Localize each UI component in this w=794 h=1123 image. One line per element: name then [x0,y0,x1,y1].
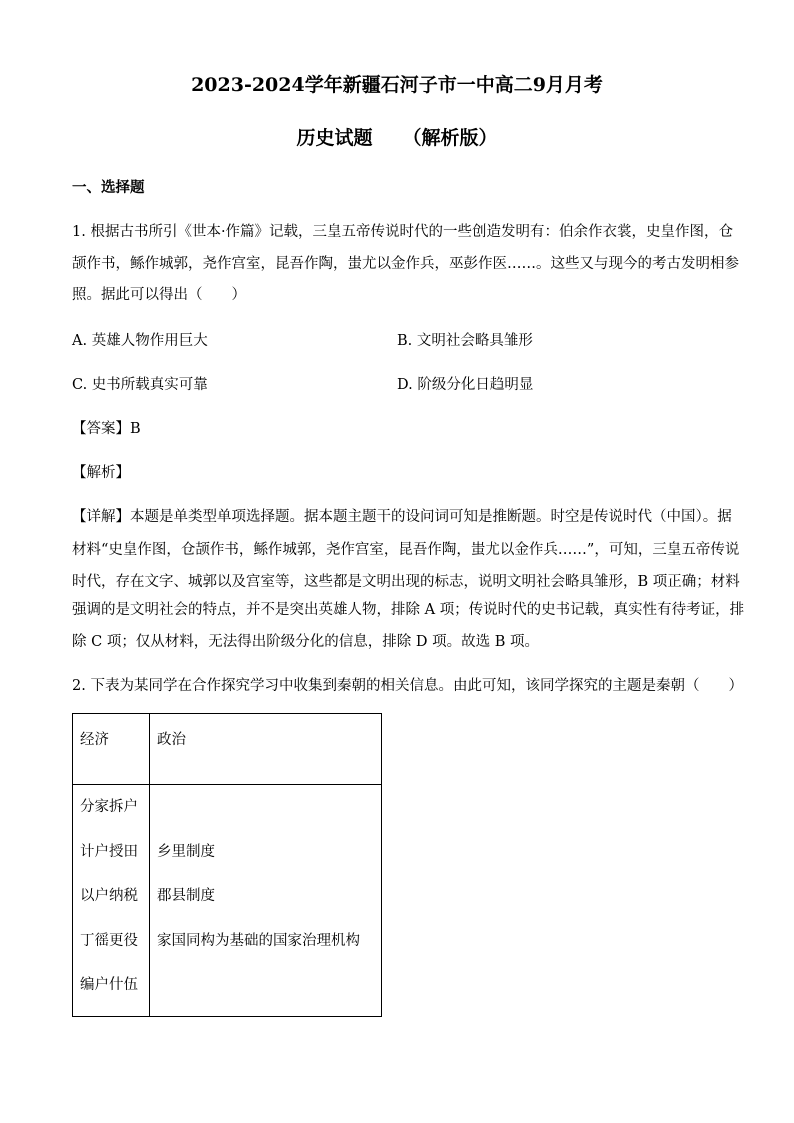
answer-label: 【答案】 [72,421,130,437]
economy-item: 以户纳税 [80,888,138,904]
q1-option-a: A. 英雄人物作用巨大 [72,333,208,349]
q1-option-c: C. 史书所载真实可靠 [72,377,208,393]
politics-item [157,785,381,830]
q1-detail-line-5: 除 C 项；仅从材料，无法得出阶级分化的信息，排除 D 项。故选 B 项。 [72,634,540,650]
economy-item: 计户授田 [80,843,138,860]
politics-item: 家国同构为基础的国家治理机构 [157,932,360,949]
q2-table [72,713,382,1017]
q1-answer [72,417,141,438]
table-row [73,785,382,1017]
subtitle-main: 历史试题 [296,127,373,149]
table-header-row [73,714,382,785]
answer-value: B [130,421,141,437]
economy-item: 丁徭更役 [80,932,138,949]
subtitle-note: （解析版） [402,127,498,149]
economy-item: 编户什伍 [80,977,138,993]
q1-option-b: B. 文明社会略具雏形 [397,333,533,349]
politics-item [157,963,381,1008]
politics-item: 乡里制度 [157,843,215,860]
section-heading: 一、选择题 [72,179,145,196]
table-header-politics: 政治 [150,714,382,785]
q1-detail-line-3: 时代，存在文字、城郭以及宫室等，这些都是文明出现的标志，说明文明社会略具雏形，B 项正确；材料 [72,574,740,590]
q1-detail-line-2: 材料“史皇作图，仓颉作书，鲧作城郭，尧作宫室，昆吾作陶，蚩尤以金作兵……”，可知，三皇五帝传说 [72,542,740,558]
politics-item: 郡县制度 [157,888,215,904]
q1-detail-line-1: 【详解】本题是单类型单项选择题。据本题主题干的设问词可知是推断题。时空是传说时代（中国）。据 [72,509,732,525]
economy-item: 分家拆户 [80,799,138,815]
table-cell-economy [73,785,150,1017]
table-header-economy: 经济 [73,714,150,785]
document-title: 2023-2024学年新疆石河子市一中高二9月月考 [191,74,603,96]
table-cell-politics [150,785,382,1017]
document-subtitle [0,123,794,150]
q1-analysis-label: 【解析】 [72,465,130,481]
q1-stem-line-2: 颉作书，鲧作城郭，尧作宫室，昆吾作陶，蚩尤以金作兵，巫彭作医……。这些又与现今的考古发明相参 [72,256,739,272]
q1-option-d: D. 阶级分化日趋明显 [397,377,534,393]
q1-stem-line-3: 照。据此可以得出（ ） [72,287,246,303]
q2-stem: 2. 下表为某同学在合作探究学习中收集到秦朝的相关信息。由此可知，该同学探究的主题是秦朝（ ） [72,678,743,694]
q1-stem-line-1: 1. 根据古书所引《世本·作篇》记载，三皇五帝传说时代的一些创造发明有：伯余作衣裳，史皇作图，仓 [72,224,734,240]
q1-detail-line-4: 强调的是文明社会的特点，并不是突出英雄人物，排除 A 项；传说时代的史书记载，真实性有待考证，排 [72,602,745,618]
